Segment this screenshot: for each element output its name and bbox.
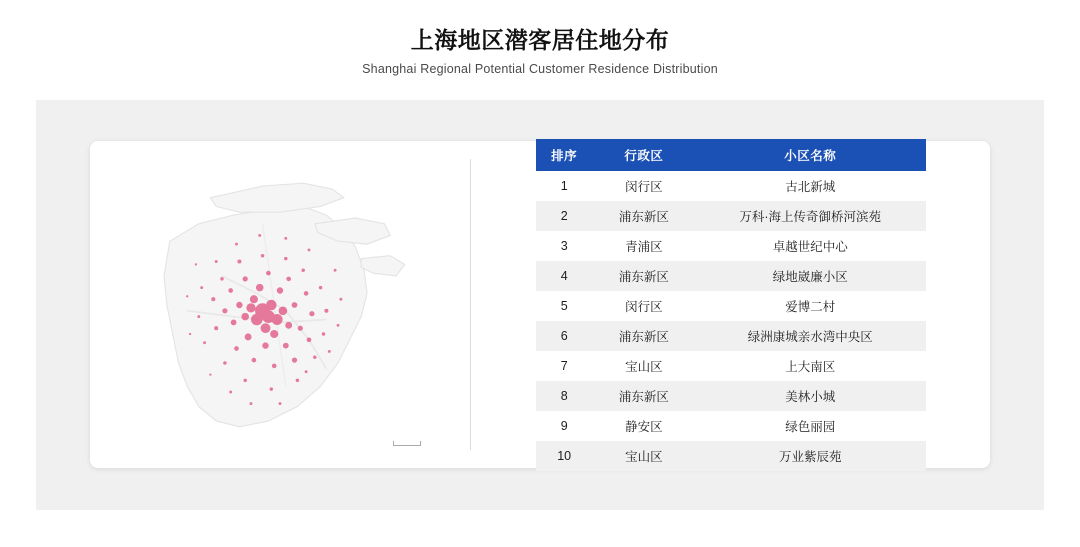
cell-rank: 6 (536, 321, 593, 351)
cell-district: 浦东新区 (593, 201, 695, 231)
table-row (536, 321, 926, 351)
cell-rank: 10 (536, 441, 593, 471)
cell-district: 浦东新区 (593, 321, 695, 351)
cell-district: 宝山区 (593, 441, 695, 471)
cell-district: 闵行区 (593, 171, 695, 201)
column-header-district: 行政区 (593, 139, 695, 171)
page-header (0, 0, 1080, 76)
column-header-rank: 排序 (536, 139, 593, 171)
column-header-community: 小区名称 (695, 139, 926, 171)
page-subtitle: Shanghai Regional Potential Customer Residence Distribution (362, 62, 718, 76)
cell-community: 绿地崴廉小区 (695, 261, 926, 291)
cell-district: 宝山区 (593, 351, 695, 381)
table-row (536, 411, 926, 441)
table-row (536, 231, 926, 261)
table-row (536, 261, 926, 291)
page-title: 上海地区潜客居住地分布 (410, 27, 670, 53)
cell-rank: 7 (536, 351, 593, 381)
cell-rank: 4 (536, 261, 593, 291)
shanghai-density-map[interactable] (135, 160, 425, 450)
content-card (90, 141, 990, 468)
cell-community: 绿洲康城亲水湾中央区 (695, 321, 926, 351)
cell-community: 万科·海上传奇御桥河滨苑 (695, 201, 926, 231)
cell-rank: 9 (536, 411, 593, 441)
table-body (536, 171, 926, 471)
cell-community: 上大南区 (695, 351, 926, 381)
cell-district: 青浦区 (593, 231, 695, 261)
table-row (536, 441, 926, 471)
table-header-row (536, 139, 926, 171)
table-head (536, 139, 926, 171)
table-row (536, 381, 926, 411)
table-row (536, 171, 926, 201)
table-section (471, 141, 990, 468)
cell-rank: 5 (536, 291, 593, 321)
cell-community: 爱博二村 (695, 291, 926, 321)
cell-district: 静安区 (593, 411, 695, 441)
cell-district: 浦东新区 (593, 261, 695, 291)
cell-community: 绿色丽园 (695, 411, 926, 441)
map-svg (135, 160, 425, 450)
cell-rank: 2 (536, 201, 593, 231)
cell-community: 古北新城 (695, 171, 926, 201)
cell-rank: 3 (536, 231, 593, 261)
table-row (536, 351, 926, 381)
cell-community: 万业紫辰苑 (695, 441, 926, 471)
cell-rank: 8 (536, 381, 593, 411)
table-row (536, 291, 926, 321)
cell-community: 卓越世纪中心 (695, 231, 926, 261)
map-section (90, 141, 470, 468)
ranking-table (536, 139, 926, 471)
cell-rank: 1 (536, 171, 593, 201)
map-scale-bar (393, 441, 421, 446)
cell-district: 闵行区 (593, 291, 695, 321)
table-row (536, 201, 926, 231)
cell-community: 美林小城 (695, 381, 926, 411)
cell-district: 浦东新区 (593, 381, 695, 411)
